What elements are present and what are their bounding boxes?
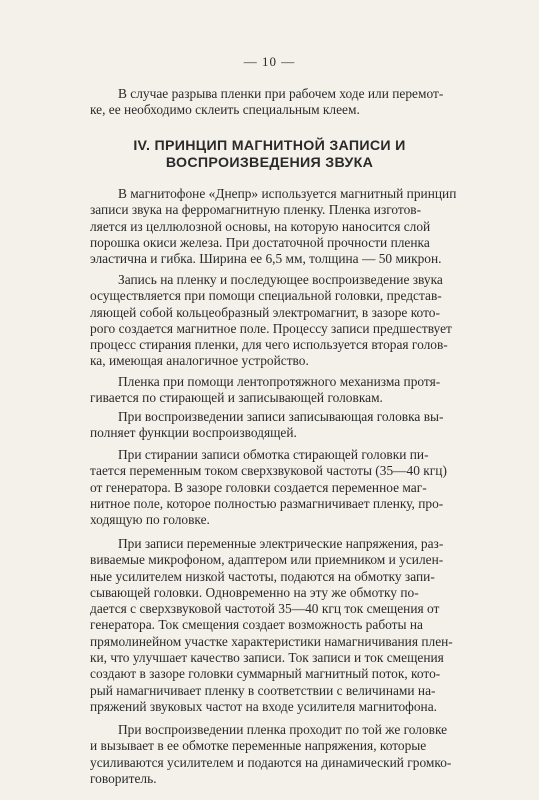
text-line: записи звука на ферромагнитную пленку. Пленка изготов-: [90, 202, 422, 218]
text-line: прямолинейном участке характеристики намагничивания плен-: [90, 633, 453, 649]
text-line: порошка окиси железа. При достаточной прочности пленка: [90, 234, 430, 250]
paragraph-erasing: [90, 447, 518, 528]
text-line: сывающей головки. Одновременно на эту же обмотку по-: [90, 584, 419, 600]
text-line: гивается по стирающей и записывающей головкам.: [90, 390, 383, 406]
text-line: осуществляется при помощи специальной головки, представ-: [90, 288, 442, 304]
text-line: виваемые микрофоном, адаптером или приемником и усилен-: [90, 552, 444, 568]
heading-line: ВОСПРОИЗВЕДЕНИЯ ЗВУКА: [165, 155, 374, 171]
text-line: процесс стирания пленки, для чего используется вторая голов-: [90, 337, 448, 353]
text-line: При записи переменные электрические напряжения, раз-: [118, 536, 444, 551]
text-line: В случае разрыва пленки при рабочем ходе или перемот-: [118, 86, 444, 101]
page-number: — 10 —: [243, 54, 296, 69]
text-line: Пленка при помощи лентопротяжного механизма протя-: [118, 374, 441, 389]
paragraph-tape-transport: [90, 374, 518, 407]
text-line: генератора. Ток смещения создает возможность работы на: [90, 617, 423, 633]
text-line: ке, ее необходимо склеить специальным клеем.: [90, 102, 360, 118]
intro-paragraph: [90, 86, 520, 119]
section-heading: [100, 138, 439, 172]
text-line: от генератора. В зазоре головки создается переменное маг-: [90, 479, 427, 495]
text-line: ные усилителем низкой частоты, подаются на обмотку запи-: [90, 568, 435, 584]
text-line: говоритель.: [90, 770, 157, 786]
paragraph-principle: [90, 186, 518, 267]
text-line: При воспроизведении записи записывающая головка вы-: [118, 409, 444, 424]
text-line: эластична и гибка. Ширина ее 6,5 мм, толщина — 50 микрон.: [90, 251, 442, 267]
text-line: В магнитофоне «Днепр» используется магнитный принцип: [118, 186, 457, 201]
text-line: ходящую по головке.: [90, 512, 210, 528]
text-line: ки, что улучшает качество записи. Ток записи и ток смещения: [90, 650, 444, 666]
text-line: ляется из целлюлозной основы, на которую наносится слой: [90, 218, 431, 234]
text-line: пряжений звуковых частот на входе усилителя магнитофона.: [90, 698, 437, 714]
text-line: Запись на пленку и последующее воспроизведение звука: [118, 272, 443, 287]
heading-line: IV. ПРИНЦИП МАГНИТНОЙ ЗАПИСИ И: [133, 138, 406, 154]
text-line: усиливаются усилителем и подаются на динамический громко-: [90, 754, 452, 770]
paragraph-recording: [90, 536, 518, 715]
text-line: При воспроизведении пленка проходит по той же головке: [118, 722, 448, 737]
text-line: ка, имеющая аналогичное устройство.: [90, 353, 309, 369]
text-line: рый намагничивает пленку в соответствии с величинами на-: [90, 682, 436, 698]
text-line: дается с сверхзвуковой частотой 35—40 кгц ток смещения от: [90, 601, 440, 617]
text-line: При стирании записи обмотка стирающей головки пи-: [118, 447, 429, 462]
paragraph-recording-head: [90, 272, 518, 370]
text-line: полняет функции воспроизводящей.: [90, 425, 297, 441]
text-line: ляющей собой кольцеобразный электромагнит, в зазоре кото-: [90, 304, 440, 320]
text-line: тается переменным током сверхзвуковой частоты (35—40 кгц): [90, 463, 447, 479]
paragraph-playback: [90, 722, 518, 787]
paragraph-playback-head: [90, 409, 518, 442]
text-line: нитное поле, которое полностью размагничивает пленку, про-: [90, 495, 444, 511]
text-line: и вызывает в ее обмотке переменные напряжения, которые: [90, 738, 427, 754]
text-line: создают в зазоре головки суммарный магнитный поток, кото-: [90, 666, 441, 682]
text-line: рого создается магнитное поле. Процессу записи предшествует: [90, 320, 452, 336]
